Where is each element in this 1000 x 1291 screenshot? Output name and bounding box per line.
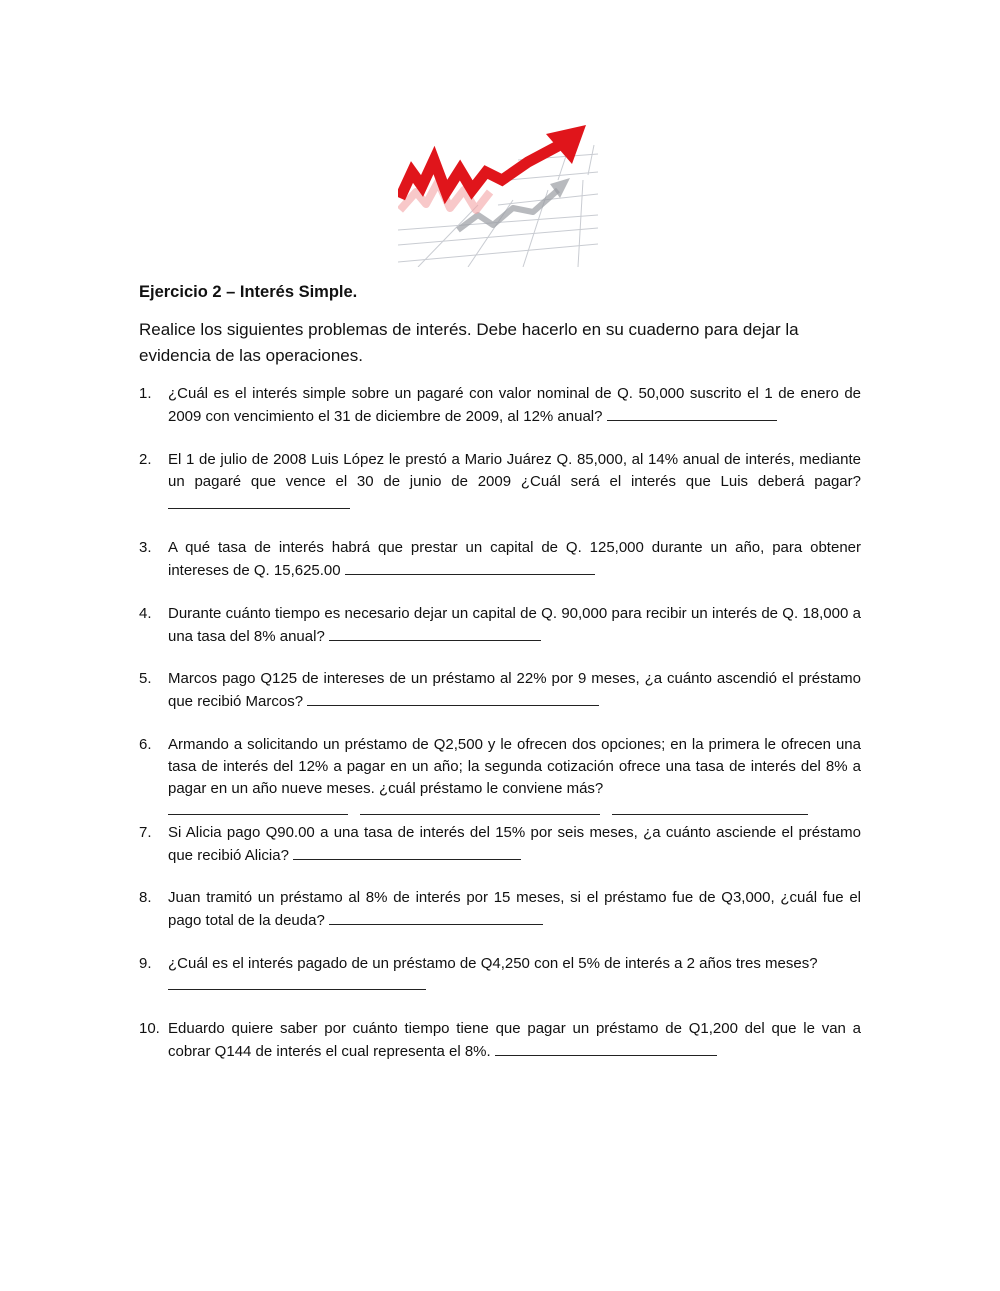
answer-blank[interactable] bbox=[495, 1040, 717, 1056]
item-number: 3. bbox=[139, 539, 152, 556]
item-number: 8. bbox=[139, 889, 152, 906]
answer-blank[interactable] bbox=[612, 800, 808, 815]
problem-text: A qué tasa de interés habrá que prestar un capital de Q. 125,000 durante un año, para obtener intereses de Q. 15,625.00 bbox=[168, 539, 861, 579]
page-title: Ejercicio 2 – Interés Simple. bbox=[139, 283, 358, 301]
problem-text: ¿Cuál es el interés pagado de un préstamo de Q4,250 con el 5% de interés a 2 años tres meses? bbox=[168, 955, 818, 972]
list-item bbox=[139, 537, 861, 582]
problem-text: Armando a solicitando un préstamo de Q2,500 y le ofrecen dos opciones; en la primera le ofrecen una tasa de interés del 12% a pagar en un año; la segunda cotización ofrece una tasa de interés del 8% a pagar en un año nueve meses. ¿cuál préstamo le conviene más? bbox=[168, 736, 861, 797]
rising-arrow-chart-icon bbox=[398, 120, 598, 267]
item-number: 7. bbox=[139, 824, 152, 841]
item-number: 6. bbox=[139, 736, 152, 753]
answer-blank[interactable] bbox=[307, 690, 599, 706]
list-item bbox=[139, 603, 861, 648]
instructions: Realice los siguientes problemas de interés. Debe hacerlo en su cuaderno para dejar la evidencia de las operaciones. bbox=[139, 320, 799, 365]
answer-blank[interactable] bbox=[345, 559, 595, 575]
answer-blank[interactable] bbox=[168, 800, 348, 815]
answer-blank[interactable] bbox=[329, 625, 541, 641]
list-item bbox=[139, 887, 861, 932]
answer-blank[interactable] bbox=[607, 405, 777, 421]
item-number: 1. bbox=[139, 385, 152, 402]
problem-text: El 1 de julio de 2008 Luis López le prestó a Mario Juárez Q. 85,000, al 14% anual de interés, mediante un pagaré que vence el 30 de junio de 2009 ¿Cuál será el interés que Luis deberá pagar? bbox=[168, 451, 861, 490]
item-number: 2. bbox=[139, 451, 152, 468]
problem-text: Eduardo quiere saber por cuánto tiempo tiene que pagar un préstamo de Q1,200 del que le van a cobrar Q144 de interés el cual representa el 8%. bbox=[168, 1020, 861, 1060]
item-number: 4. bbox=[139, 605, 152, 622]
item-number: 5. bbox=[139, 670, 152, 687]
answer-blank[interactable] bbox=[360, 800, 600, 815]
answer-blank[interactable] bbox=[329, 909, 543, 925]
problem-text: Durante cuánto tiempo es necesario dejar un capital de Q. 90,000 para recibir un interés de Q. 18,000 a una tasa del 8% anual? bbox=[168, 605, 861, 645]
answer-blank[interactable] bbox=[168, 975, 426, 990]
problem-text: ¿Cuál es el interés simple sobre un pagaré con valor nominal de Q. 50,000 suscrito el 1 de enero de 2009 con vencimiento el 31 de diciembre de 2009, al 12% anual? bbox=[168, 385, 861, 425]
list-item bbox=[139, 668, 861, 713]
list-item bbox=[139, 822, 861, 867]
problem-text: Si Alicia pago Q90.00 a una tasa de interés del 15% por seis meses, ¿a cuánto asciende el préstamo que recibió Alicia? bbox=[168, 824, 861, 864]
problem-text: Marcos pago Q125 de intereses de un préstamo al 22% por 9 meses, ¿a cuánto ascendió el préstamo que recibió Marcos? bbox=[168, 670, 861, 710]
answer-blank[interactable] bbox=[168, 493, 350, 509]
list-item bbox=[139, 449, 861, 516]
list-item bbox=[139, 953, 861, 990]
answer-blanks bbox=[168, 800, 861, 815]
item-number: 9. bbox=[139, 955, 152, 972]
answer-blanks bbox=[168, 975, 861, 990]
list-item bbox=[139, 734, 861, 815]
list-item bbox=[139, 383, 861, 428]
problem-text: Juan tramitó un préstamo al 8% de interés por 15 meses, si el préstamo fue de Q3,000, ¿cuál fue el pago total de la deuda? bbox=[168, 889, 861, 929]
list-item bbox=[139, 1018, 861, 1063]
answer-blank[interactable] bbox=[293, 844, 521, 860]
item-number: 10. bbox=[139, 1020, 160, 1037]
